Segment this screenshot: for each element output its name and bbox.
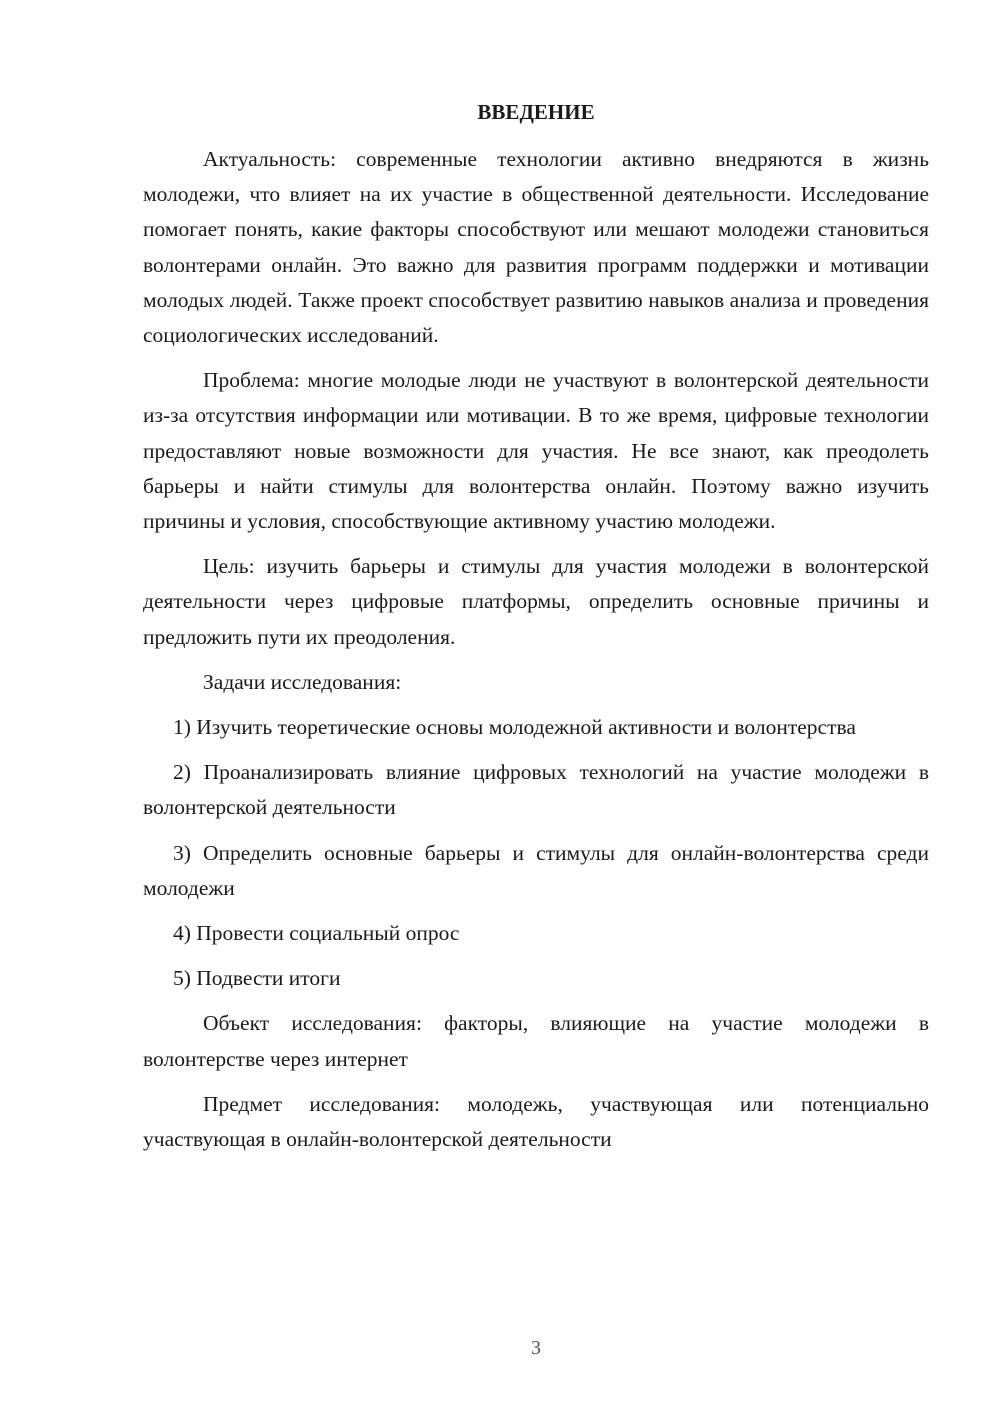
section-title: ВВЕДЕНИЕ <box>477 100 595 124</box>
task-item: 4) Провести социальный опрос <box>173 921 460 946</box>
document-body <box>143 142 929 1167</box>
subject-paragraph: Предмет исследования: молодежь, участвующая или потенциально участвующая в онлайн-волонтерской деятельности <box>143 1091 929 1152</box>
object-paragraph: Объект исследования: факторы, влияющие на участие молодежи в волонтерстве через интернет <box>143 1011 929 1071</box>
relevance-paragraph: Актуальность: современные технологии активно внедряются в жизнь молодежи, что влияет на их участие в общественной деятельности. Исследование помогает понять, какие факторы способствуют или мешают молодежи становиться волонтерами онлайн. Это важно для развития программ поддержки и мотивации молодых людей. Также проект способствует развитию навыков анализа и проведения социологических исследований. <box>143 147 929 348</box>
page-number: 3 <box>531 1337 541 1359</box>
tasks-heading: Задачи исследования: <box>203 669 402 694</box>
task-item: 5) Подвести итоги <box>173 966 341 991</box>
task-item: 1) Изучить теоретические основы молодежной активности и волонтерства <box>173 715 856 740</box>
task-item: 3) Определить основные барьеры и стимулы для онлайн-волонтерства среди молодежи <box>143 840 929 900</box>
task-item: 2) Проанализировать влияние цифровых технологий на участие молодежи в волонтерской деятельности <box>143 760 929 820</box>
goal-paragraph: Цель: изучить барьеры и стимулы для участия молодежи в волонтерской деятельности через цифровые платформы, определить основные причины и предложить пути их преодоления. <box>143 554 929 649</box>
problem-paragraph: Проблема: многие молодые люди не участвуют в волонтерской деятельности из-за отсутствия информации или мотивации. В то же время, цифровые технологии предоставляют новые возможности для участия. Не все знают, как преодолеть барьеры и найти стимулы для волонтерства онлайн. Поэтому важно изучить причины и условия, способствующие активному участию молодежи. <box>143 368 929 534</box>
